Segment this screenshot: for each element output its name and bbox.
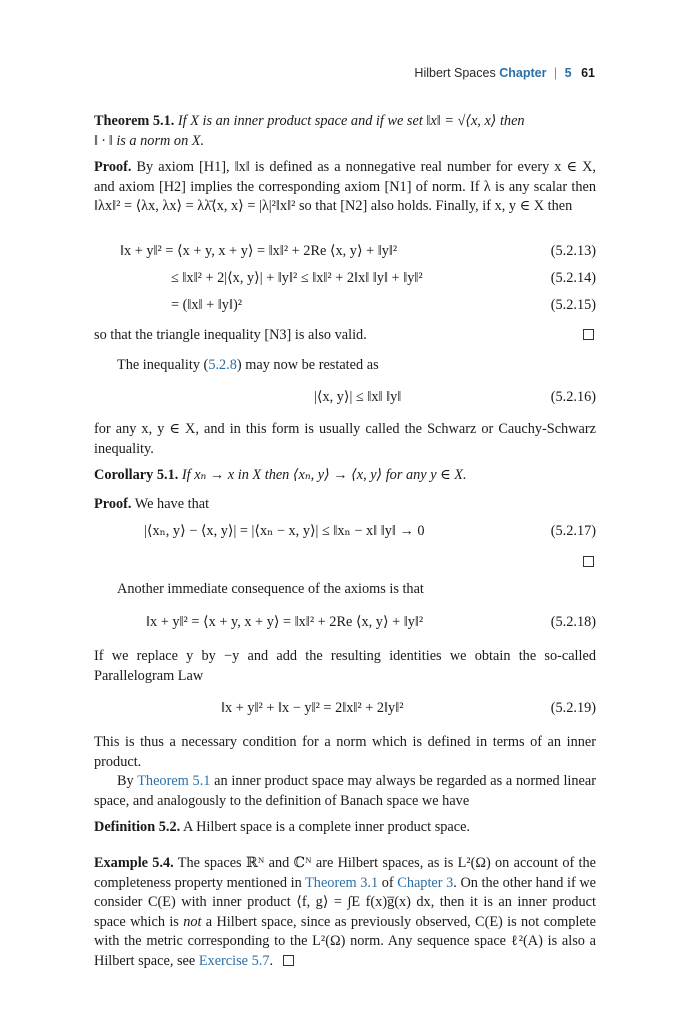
example-label: Example 5.4. (94, 855, 174, 871)
equation-5-2-13 (94, 242, 596, 262)
definition-5-2 (94, 818, 596, 838)
triangle-text (94, 326, 596, 346)
example-text-5: . (269, 952, 274, 969)
example-5-4 (94, 854, 596, 971)
by-theorem-before: By (117, 773, 138, 789)
equation-5-2-16 (94, 388, 596, 408)
equation-ref-link[interactable]: 5.2.8 (208, 357, 237, 373)
chapter-label: Chapter (499, 66, 547, 80)
proof-label: Proof. (94, 496, 132, 512)
equation-5-2-15 (94, 296, 596, 316)
example-text-3: . On the other hand if we consider C(E) with inner product ⟨f, g⟩ = ∫E f(x)g̅(x) dx, then it is an inner product space which is (94, 874, 596, 930)
replace-text (94, 647, 596, 686)
theorem-text-b: ‖ · ‖ is a norm on X. (94, 132, 205, 149)
proof-text: By axiom [H1], ‖x‖ is defined as a nonnegative real number for every x ∈ X, and axiom [H2] implies the corresponding axiom [N1] of norm. If λ is any scalar then ‖λx‖² = ⟨λx, λx⟩ = λλ̄⟨x, x⟩ = |λ|²‖x‖² so that [N2] also holds. Finally, if x, y ∈ X then (94, 159, 596, 214)
by-theorem-paragraph (94, 772, 596, 811)
proof-label: Proof. (94, 159, 132, 175)
equation-5-2-19 (94, 699, 596, 719)
another-text (94, 580, 596, 600)
corollary-label: Corollary 5.1. (94, 467, 179, 483)
equation-number: (5.2.18) (550, 614, 596, 630)
restated-text (94, 356, 596, 376)
corollary-text: If xₙ → x in X then ⟨xₙ, y⟩ → ⟨x, y⟩ for any y ∈ X. (181, 467, 467, 483)
theorem-3-1-link[interactable]: Theorem 3.1 (305, 874, 379, 891)
separator: | (553, 66, 558, 80)
example-text-2: of (378, 874, 398, 891)
equation-math: ‖x + y‖² + ‖x − y‖² = 2‖x‖² + 2‖y‖² (221, 700, 404, 716)
necessary-paragraph: This is thus a necessary condition for a norm which is defined in terms of an inner product. (94, 734, 596, 770)
proof-1 (94, 158, 596, 217)
chapter-number: 5 (564, 66, 572, 80)
section-title: Hilbert Spaces (414, 66, 496, 80)
equation-number: (5.2.17) (550, 523, 596, 539)
qed-square (583, 556, 594, 567)
proof-text: We have that (134, 496, 210, 512)
theorem-5-1-link[interactable]: Theorem 5.1 (137, 773, 211, 789)
theorem-5-1 (94, 112, 596, 151)
chapter-3-link[interactable]: Chapter 3 (397, 874, 454, 891)
equation-5-2-18 (94, 613, 596, 633)
example-text-4: a Hilbert space, since as previously observed, C(E) is not complete with the metric corresponding to the L²(Ω) norm. Any sequence space ℓ²(A) is also a Hilbert space, see (94, 913, 596, 969)
equation-math: |⟨xₙ, y⟩ − ⟨x, y⟩| = |⟨xₙ − x, y⟩| ≤ ‖xₙ − x‖ ‖y‖ → 0 (144, 523, 425, 539)
definition-text: A Hilbert space is a complete inner product space. (182, 819, 471, 835)
equation-math: = (‖x‖ + ‖y‖)² (171, 297, 243, 313)
restated-before: The inequality ( (117, 357, 209, 373)
running-head (414, 64, 595, 84)
equation-5-2-14 (94, 269, 596, 289)
equation-5-2-17 (94, 522, 596, 542)
equation-number: (5.2.15) (550, 297, 596, 313)
qed-square (283, 955, 294, 966)
corollary-5-1 (94, 466, 596, 486)
equation-math: ‖x + y‖² = ⟨x + y, x + y⟩ = ‖x‖² + 2Re ⟨x, y⟩ + ‖y‖² (120, 243, 398, 259)
theorem-label: Theorem 5.1. (94, 113, 175, 129)
restated-after: ) may now be restated as (236, 357, 379, 373)
example-text-1: The spaces ℝᴺ and ℂᴺ are Hilbert spaces, as is L²(Ω) on account of the completeness property mentioned in (94, 855, 596, 891)
equation-math: |⟨x, y⟩| ≤ ‖x‖ ‖y‖ (314, 389, 402, 405)
by-theorem-after: an inner product space may always be regarded as a normed linear space, and analogously to the definition of Banach space we have (94, 773, 596, 809)
schwarz-text (94, 420, 596, 459)
necessary-text (94, 733, 596, 811)
another-paragraph: Another immediate consequence of the axioms is that (117, 581, 424, 597)
page-number: 61 (581, 66, 595, 80)
equation-number: (5.2.13) (550, 243, 596, 259)
equation-math: ≤ ‖x‖² + 2|⟨x, y⟩| + ‖y‖² ≤ ‖x‖² + 2‖x‖ ‖y‖ + ‖y‖² (171, 270, 423, 286)
exercise-5-7-link[interactable]: Exercise 5.7 (198, 952, 270, 969)
equation-number: (5.2.16) (550, 389, 596, 405)
example-emphasis: not (183, 913, 202, 930)
equation-number: (5.2.19) (550, 700, 596, 716)
definition-label: Definition 5.2. (94, 819, 181, 835)
triangle-sentence: so that the triangle inequality [N3] is also valid. (94, 327, 367, 343)
schwarz-paragraph: for any x, y ∈ X, and in this form is usually called the Schwarz or Cauchy-Schwarz inequality. (94, 421, 596, 457)
equation-math: ‖x + y‖² = ⟨x + y, x + y⟩ = ‖x‖² + 2Re ⟨x, y⟩ + ‖y‖² (146, 614, 424, 630)
replace-paragraph: If we replace y by −y and add the resulting identities we obtain the so-called Parallelogram Law (94, 648, 596, 684)
equation-number: (5.2.14) (550, 270, 596, 286)
qed-square (583, 329, 594, 340)
proof-2 (94, 495, 596, 515)
theorem-text-a: If X is an inner product space and if we set ‖x‖ = √⟨x, x⟩ then (177, 113, 525, 129)
